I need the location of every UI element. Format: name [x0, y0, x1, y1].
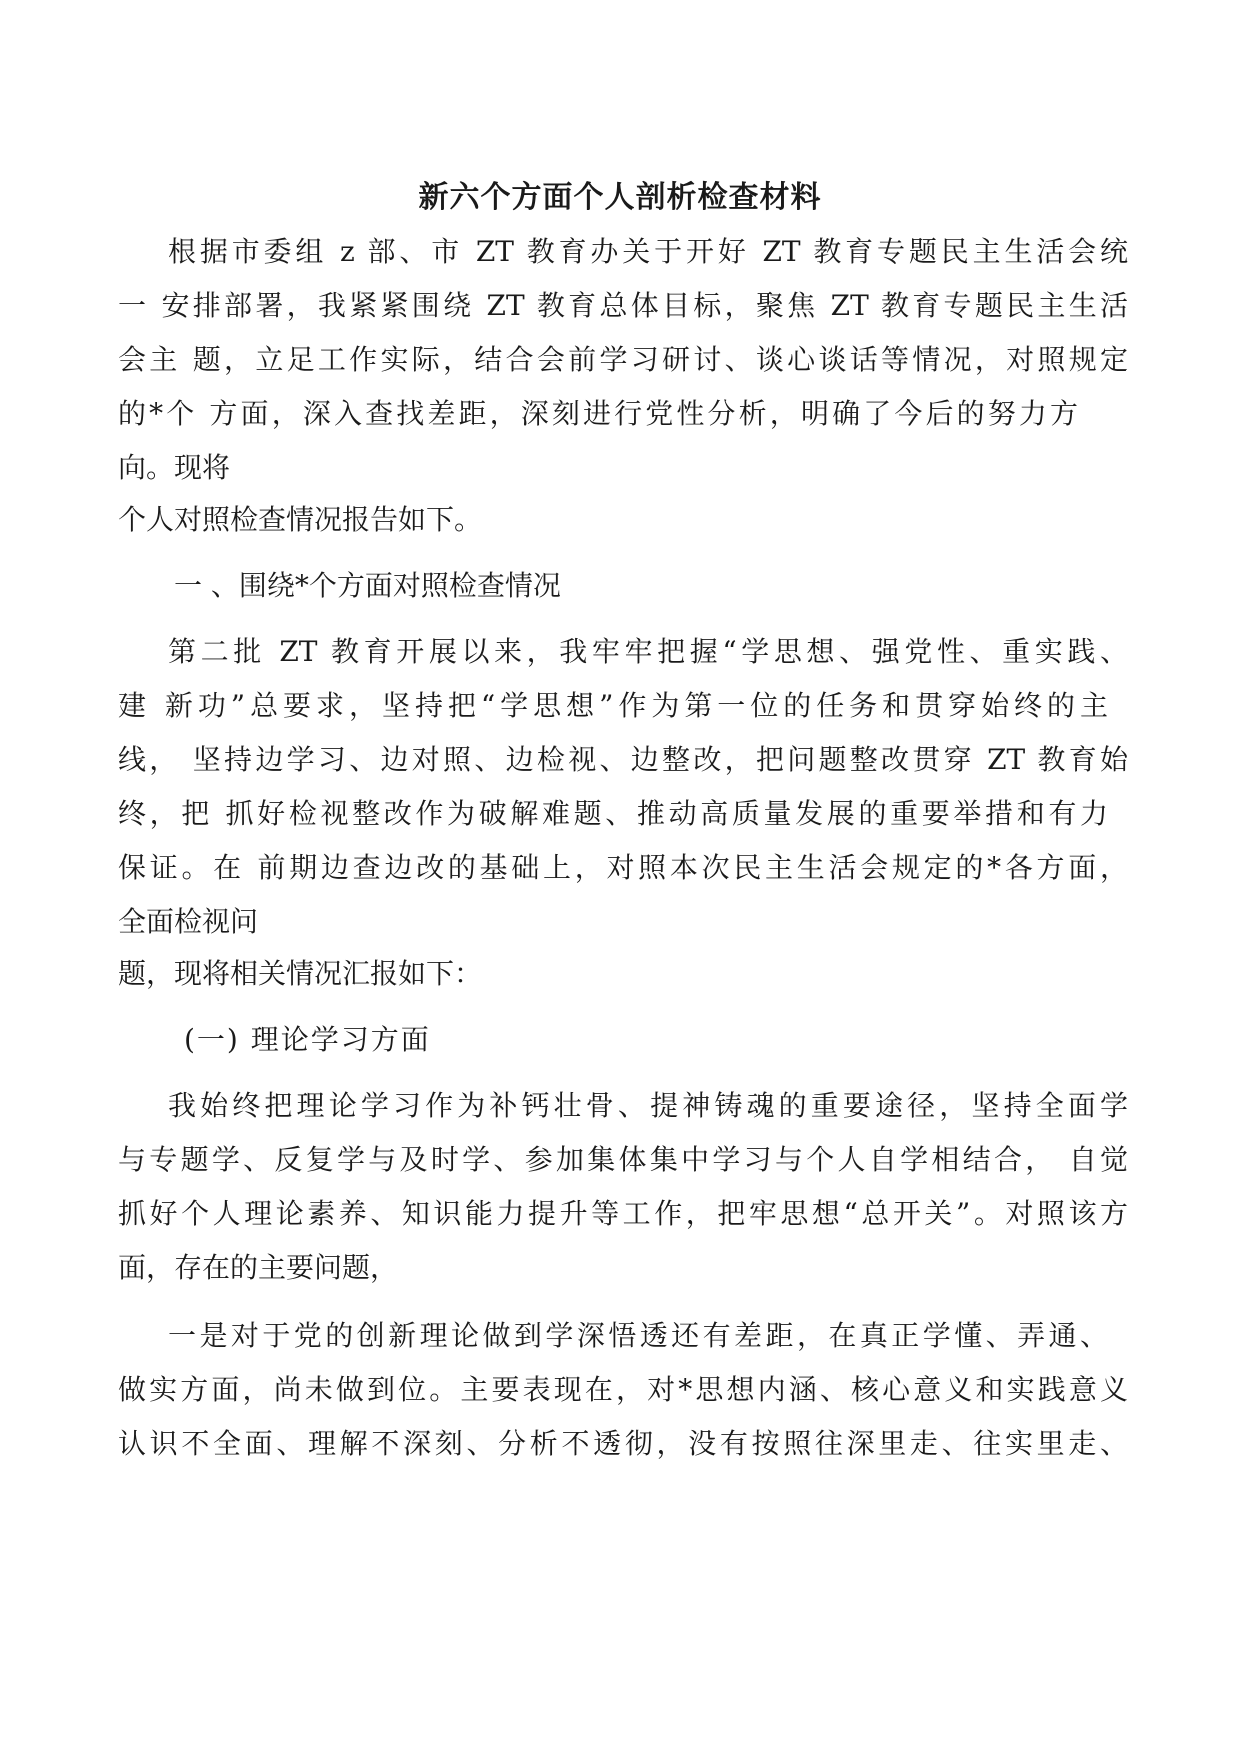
paragraph-line: 保证。在 前期边查边改的基础上，对照本次民主生活会规定的*各方面， — [118, 851, 1128, 884]
paragraph-line: 向。现将 — [118, 451, 231, 484]
paragraph-line: 线， 坚持边学习、边对照、边检视、边整改，把问题整改贯穿 ZT 教育始 — [118, 743, 1128, 776]
paragraph-line: 个人对照检查情况报告如下。 — [118, 503, 483, 536]
subsection-heading: (一) 理论学习方面 — [184, 1023, 431, 1056]
paragraph-line: 根据市委组 z 部、市 ZT 教育办关于开好 ZT 教育专题民主生活会统 — [168, 235, 1128, 268]
paragraph-line: 一是对于党的创新理论做到学深悟透还有差距，在真正学懂、弄通、 — [168, 1319, 1108, 1352]
paragraph-line: 建 新功”总要求，坚持把“学思想”作为第一位的任务和贯穿始终的主 — [118, 689, 1108, 722]
paragraph-line: 的*个 方面，深入查找差距，深刻进行党性分析，明确了今后的努力方 — [118, 397, 1078, 430]
paragraph-line: 面，存在的主要问题， — [118, 1251, 399, 1284]
paragraph-line: 一 安排部署，我紧紧围绕 ZT 教育总体目标，聚焦 ZT 教育专题民主生活 — [118, 289, 1128, 322]
paragraph-line: 会主 题，立足工作实际，结合会前学习研讨、谈心谈话等情况，对照规定 — [118, 343, 1128, 376]
paragraph-line: 全面检视问 — [118, 905, 259, 938]
paragraph-line: 第二批 ZT 教育开展以来，我牢牢把握“学思想、强党性、重实践、 — [168, 635, 1128, 668]
paragraph-line: 认识不全面、理解不深刻、分析不透彻，没有按照往深里走、往实里走、 — [118, 1427, 1128, 1460]
paragraph-line: 我始终把理论学习作为补钙壮骨、提神铸魂的重要途径，坚持全面学 — [168, 1089, 1128, 1122]
section-heading: 一 、围绕*个方面对照检查情况 — [174, 569, 561, 602]
document-title: 新六个方面个人剖析检查材料 — [418, 180, 822, 215]
paragraph-line: 抓好个人理论素养、知识能力提升等工作，把牢思想“总开关”。对照该方 — [118, 1197, 1128, 1230]
paragraph-line: 终，把 抓好检视整改作为破解难题、推动高质量发展的重要举措和有力 — [118, 797, 1108, 830]
paragraph-line: 题，现将相关情况汇报如下： — [118, 957, 483, 990]
paragraph-line: 做实方面，尚未做到位。主要表现在，对*思想内涵、核心意义和实践意义 — [118, 1373, 1128, 1406]
paragraph-line: 与专题学、反复学与及时学、参加集体集中学习与个人自学相结合， 自觉 — [118, 1143, 1128, 1176]
